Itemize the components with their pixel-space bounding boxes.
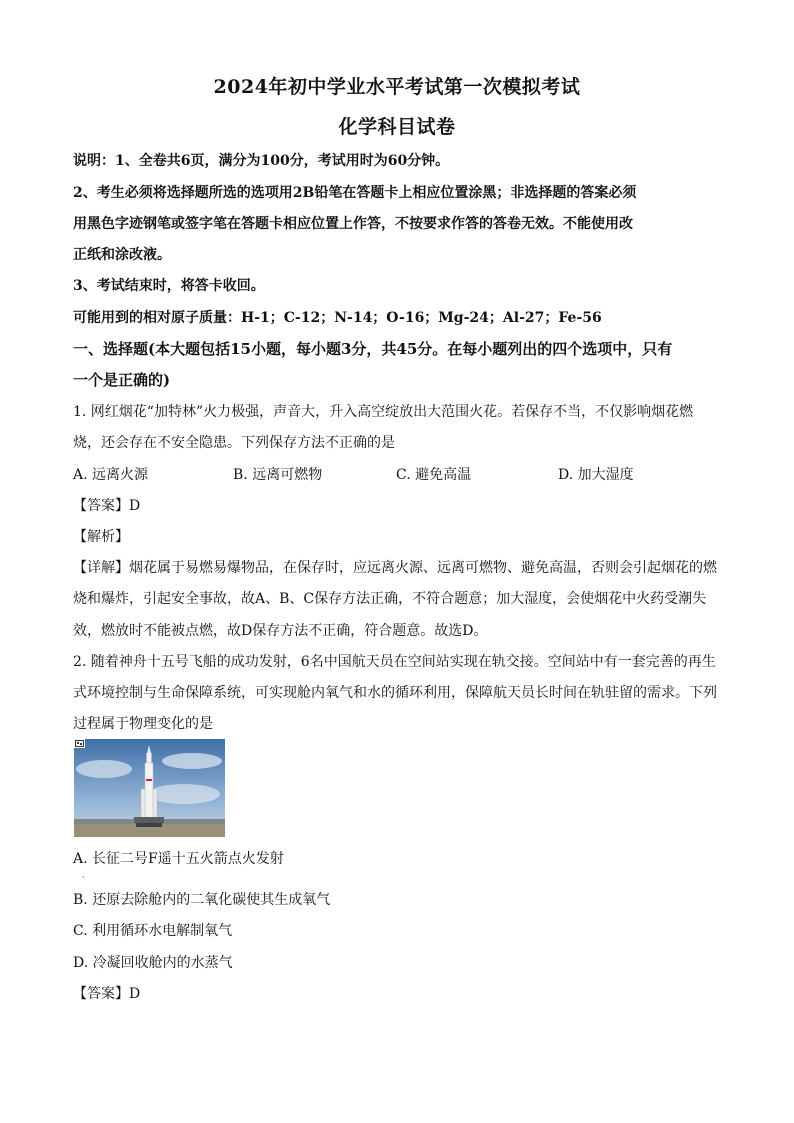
q1-analysis-label: 【解析】 — [73, 529, 129, 545]
q2-stem-line-2: 式环境控制与生命保障系统，可实现舱内氧气和水的循环利用，保障航天员长时间在轨驻留的需求。下列 — [73, 685, 717, 701]
rocket-launch-photo — [74, 739, 225, 837]
section-heading-line-1: 一、选择题(本大题包括15小题，每小题3分，共45分。在每小题列出的四个选项中，只有 — [73, 340, 673, 358]
q1-option-d: D. 加大湿度 — [558, 467, 634, 483]
q2-option-b: B. 还原去除舱内的二氧化碳使其生成氧气 — [73, 892, 331, 908]
instructions-line-3: 用黑色字迹钢笔或签字笔在答题卡相应位置上作答，不按要求作答的答卷无效。不能使用改 — [73, 216, 633, 232]
page-title: 2024年初中学业水平考试第一次模拟考试 — [213, 76, 581, 98]
instructions-line-2: 2、考生必须将选择题所选的选项用2B铅笔在答题卡上相应位置涂黑；非选择题的答案必须 — [73, 185, 637, 201]
section-heading-line-2: 一个是正确的) — [73, 371, 171, 389]
q1-detail-line-1: 【详解】烟花属于易燃易爆物品，在保存时，应远离火源、远离可燃物、避免高温，否则会引起烟花的燃 — [73, 560, 717, 576]
q1-detail-line-3: 效，燃放时不能被点燃，故D保存方法不正确，符合题意。故选D。 — [73, 623, 488, 639]
q2-option-d: D. 冷凝回收舱内的水蒸气 — [73, 955, 233, 971]
stray-mark: · — [82, 873, 85, 882]
q1-stem-line-1: 1. 网红烟花“加特林”火力极强，声音大，升入高空绽放出大范围火花。若保存不当，不仅影响烟花燃 — [73, 404, 694, 420]
q2-stem-line-1: 2. 随着神舟十五号飞船的成功发射，6名中国航天员在空间站实现在轨交接。空间站中有一套完善的再生 — [73, 654, 716, 670]
q2-option-c: C. 利用循环水电解制氧气 — [73, 923, 233, 939]
instructions-line-5: 3、考试结束时，将答卡收回。 — [73, 278, 265, 294]
q1-answer: 【答案】D — [73, 498, 141, 514]
q1-option-a: A. 远离火源 — [73, 467, 149, 483]
instructions-line-4: 正纸和涂改液。 — [73, 247, 171, 263]
q1-detail-line-2: 烧和爆炸，引起安全事故，故A、B、C保存方法正确，不符合题意；加大湿度，会使烟花中火药受潮失 — [73, 591, 707, 607]
q2-stem-line-3: 过程属于物理变化的是 — [73, 716, 213, 732]
page-subtitle: 化学科目试卷 — [338, 116, 456, 138]
q1-option-c: C. 避免高温 — [396, 467, 472, 483]
instructions-line-1: 说明：1、全卷共6页，满分为100分，考试用时为60分钟。 — [73, 153, 450, 169]
q2-answer: 【答案】D — [73, 986, 141, 1002]
atomic-masses: 可能用到的相对原子质量：H-1；C-12；N-14；O-16；Mg-24；Al-27；Fe-56 — [73, 310, 602, 326]
q2-option-a: A. 长征二号F遥十五火箭点火发射 — [73, 851, 284, 867]
q1-stem-line-2: 烧，还会存在不安全隐患。下列保存方法不正确的是 — [73, 435, 395, 451]
q1-option-b: B. 远离可燃物 — [233, 467, 323, 483]
